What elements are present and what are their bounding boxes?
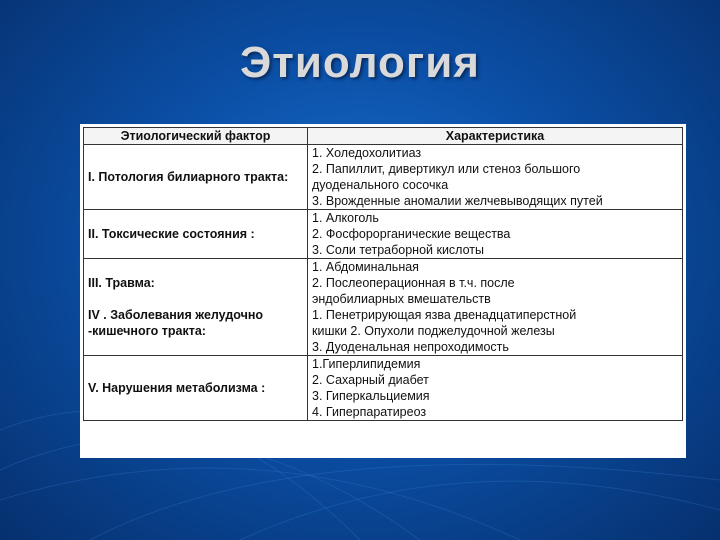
characteristics-cell xyxy=(308,145,683,210)
characteristics-cell xyxy=(308,356,683,421)
table-row xyxy=(84,259,683,356)
factor-cell xyxy=(84,259,308,356)
list-item: 3. Дуоденальная непроходимость xyxy=(312,340,509,354)
characteristics-cell xyxy=(308,210,683,259)
etiology-table-panel xyxy=(80,124,686,458)
list-item: кишки 2. Опухоли поджелудочной железы xyxy=(312,324,555,338)
list-item: 1. Абдоминальная xyxy=(312,260,419,274)
column-header-factor: Этиологический фактор xyxy=(84,128,308,145)
list-item: 2. Сахарный диабет xyxy=(312,373,429,387)
list-item: 1. Алкоголь xyxy=(312,211,379,225)
factor-label: IV . Заболевания желудочно -кишечного тракта: xyxy=(88,308,264,338)
table-header-row xyxy=(84,128,683,145)
list-item: 1. Холедохолитиаз xyxy=(312,146,422,160)
factor-label: II. Токсические состояния : xyxy=(88,227,255,241)
factor-label: V. Нарушения метаболизма : xyxy=(88,381,266,395)
table-row xyxy=(84,210,683,259)
list-item: 4. Гиперпаратиреоз xyxy=(312,405,427,419)
table-row xyxy=(84,145,683,210)
factor-cell xyxy=(84,145,308,210)
list-item: 3. Гиперкальциемия xyxy=(312,389,430,403)
characteristics-cell xyxy=(308,259,683,356)
list-item: 3. Врожденные аномалии желчевыводящих путей xyxy=(312,194,603,208)
factor-label: III. Травма: xyxy=(88,276,155,290)
factor-cell xyxy=(84,356,308,421)
factor-label: I. Потология билиарного тракта: xyxy=(88,170,289,184)
list-item: 2. Папиллит, дивертикул или стеноз большого xyxy=(312,162,581,176)
list-item: 2. Фосфорорганические вещества xyxy=(312,227,511,241)
slide-title: Этиология xyxy=(240,38,480,87)
list-item: 1.Гиперлипидемия xyxy=(312,357,421,371)
list-item: 3. Соли тетраборной кислоты xyxy=(312,243,484,257)
table-row xyxy=(84,356,683,421)
list-item: эндобилиарных вмешательств xyxy=(312,292,491,306)
list-item: дуоденального сосочка xyxy=(312,178,449,192)
list-item: 1. Пенетрирующая язва двенадцатиперстной xyxy=(312,308,577,322)
factor-cell xyxy=(84,210,308,259)
list-item: 2. Послеоперационная в т.ч. после xyxy=(312,276,515,290)
column-header-characteristics: Характеристика xyxy=(308,128,683,145)
etiology-table xyxy=(83,127,683,421)
